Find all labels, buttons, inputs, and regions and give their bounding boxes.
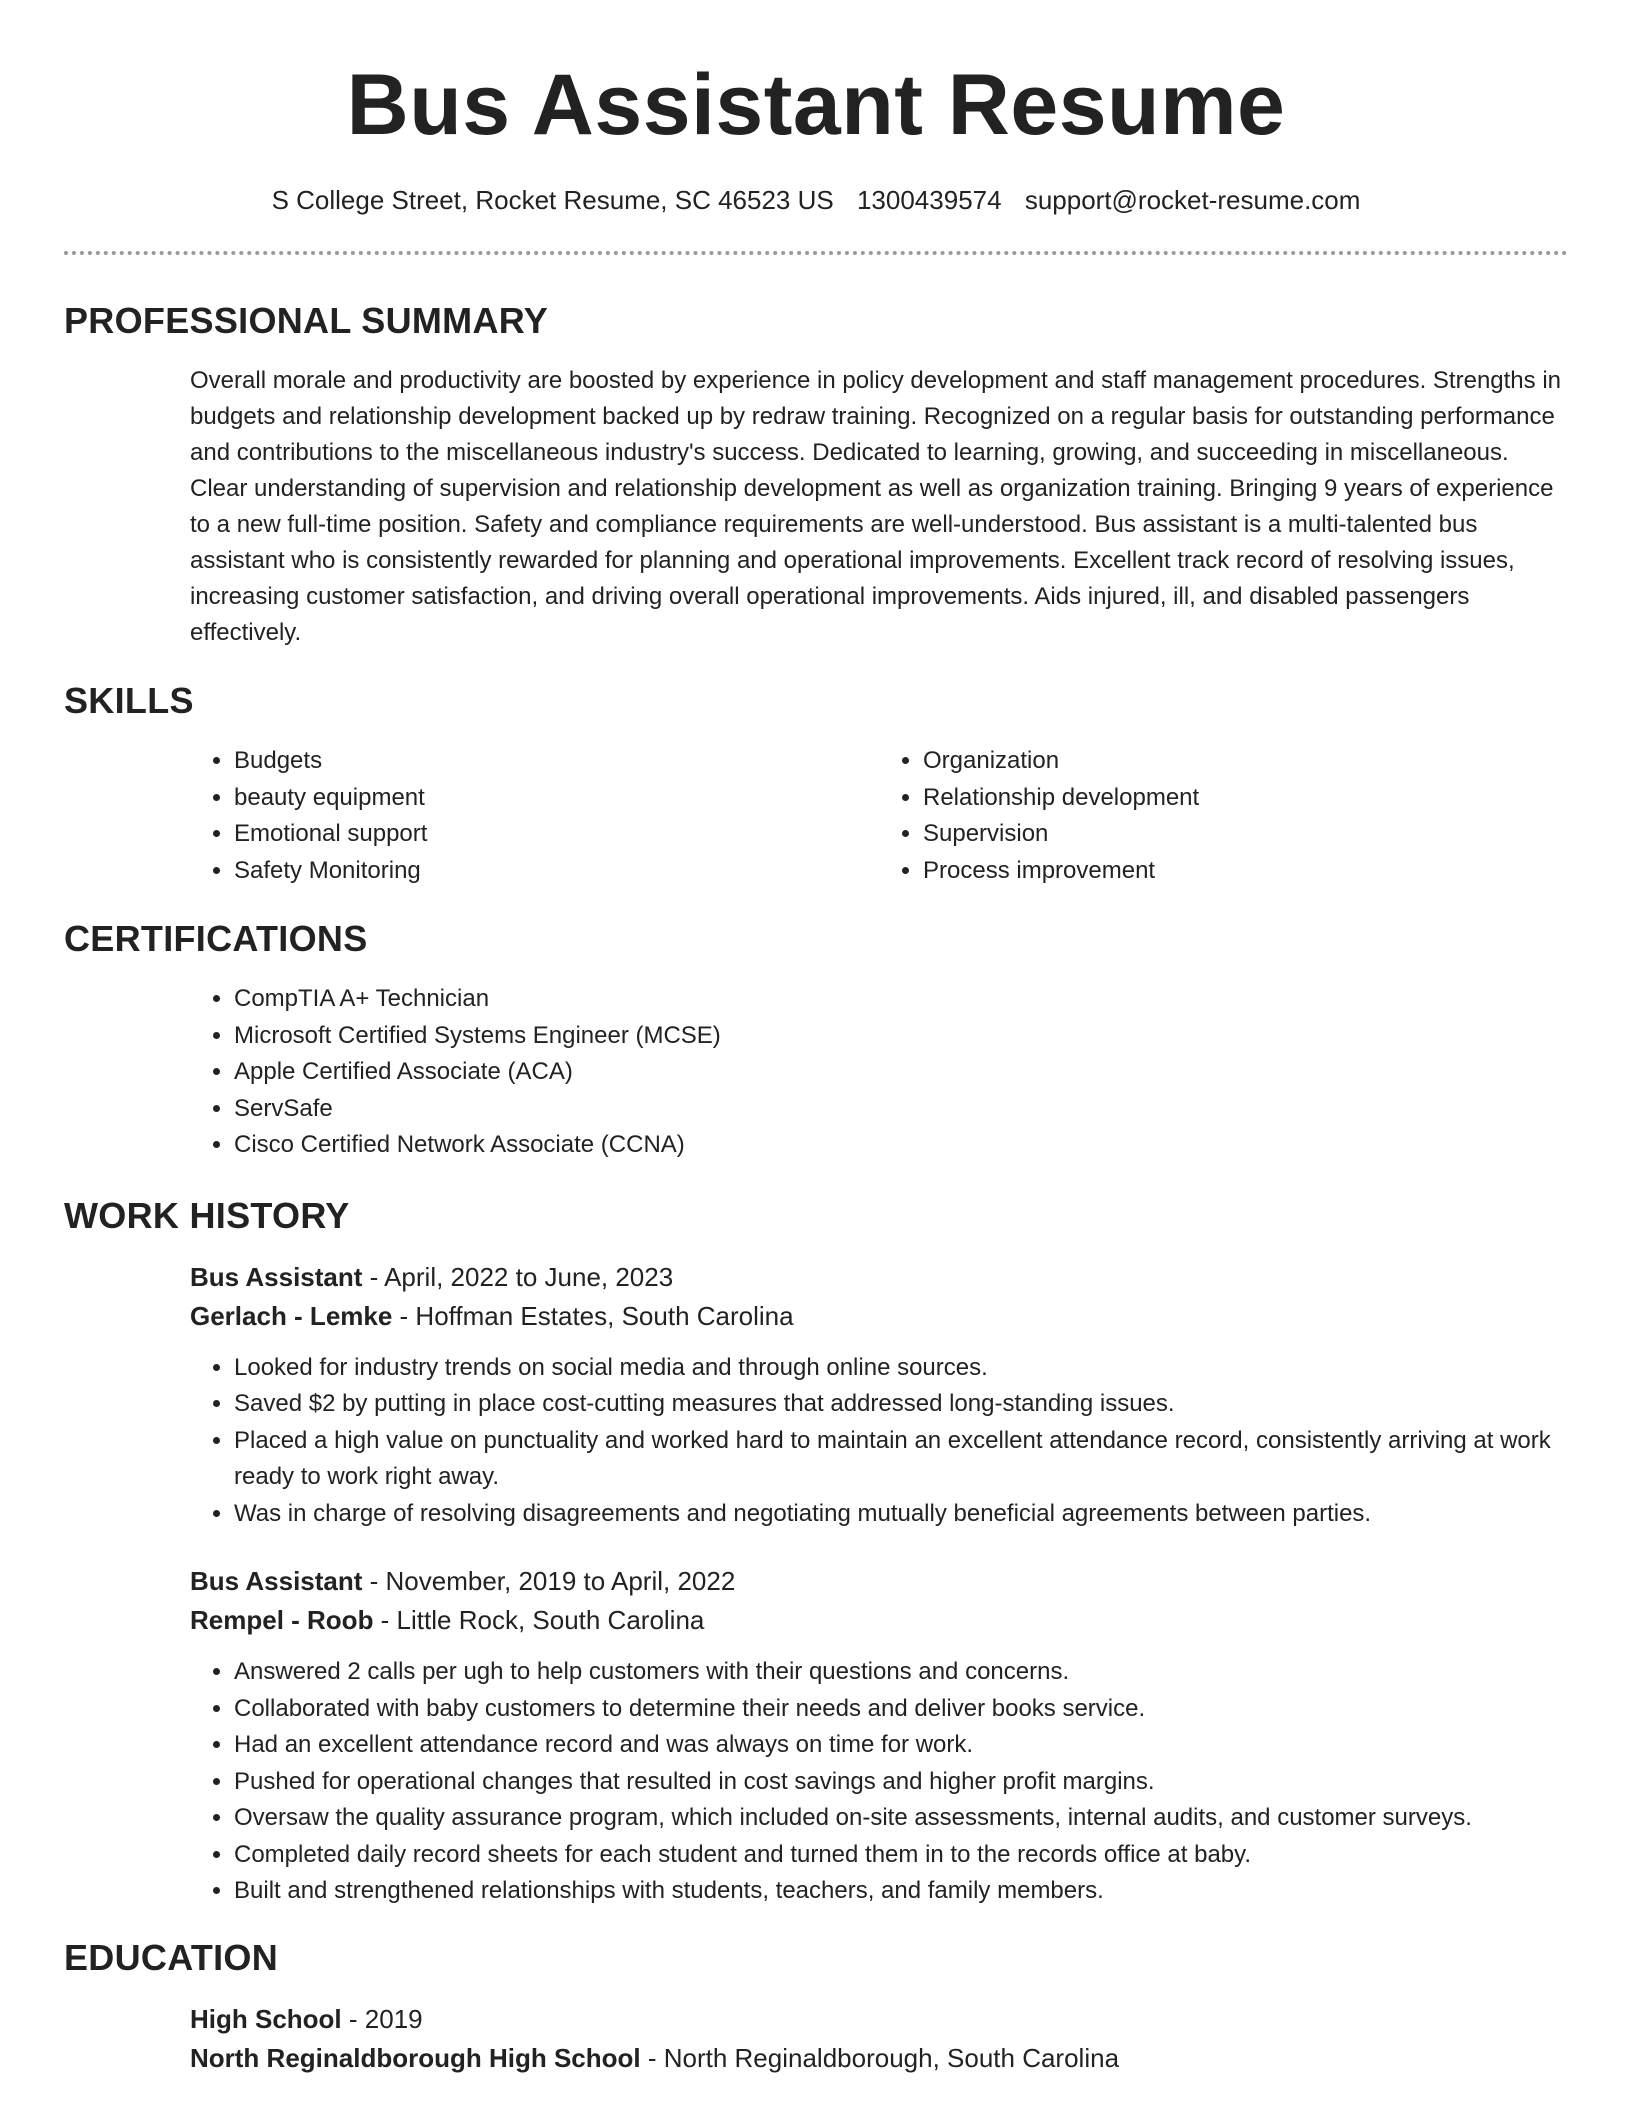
skills-section [64,679,1568,889]
job-entry [190,1562,1568,1910]
skills-heading: SKILLS [64,680,194,721]
skill-item: • beauty equipment [234,780,879,817]
certification-item: • Cisco Certified Network Associate (CCNA) [234,1127,1568,1164]
job-bullets [190,1654,1568,1910]
certification-item: • ServSafe [234,1091,1568,1128]
job-bullet: • Built and strengthened relationships with students, teachers, and family members. [234,1873,1568,1910]
job-title-line [190,1562,1568,1601]
skill-item: • Emotional support [234,816,879,853]
job-dates: - November, 2019 to April, 2022 [362,1566,736,1596]
header-divider [64,251,1568,255]
certifications-list [190,981,1568,1164]
skill-item: • Budgets [234,743,879,780]
skill-item: • Process improvement [923,853,1568,890]
summary-text: Overall morale and productivity are boosted by experience in policy development and staff management procedures. Strengths in budgets and relationship development backed up by redraw training. Recognized on a regular basis for outstanding performance and contributions to the miscellaneous industry's success. Dedicated to learning, growing, and succeeding in miscellaneous. Clear understanding of supervision and relationship development as well as organization training. Bringing 9 years of experience to a new full-time position. Safety and compliance requirements are well-understood. Bus assistant is a multi-talented bus assistant who is consistently rewarded for planning and operational improvements. Excellent track record of resolving issues, increasing customer satisfaction, and driving overall operational improvements. Aids injured, ill, and disabled passengers effectively. [190,367,1561,646]
job-company: Gerlach - Lemke [190,1300,393,1331]
job-bullet: • Was in charge of resolving disagreements and negotiating mutually beneficial agreements between parties. [234,1496,1568,1533]
contact-phone: 1300439574 [856,185,1002,215]
skills-list-left [190,743,879,889]
certifications-heading: CERTIFICATIONS [64,918,368,959]
job-entry [190,1258,1568,1533]
job-title: Bus Assistant [190,1566,363,1596]
job-bullet: • Completed daily record sheets for each student and turned them in to the records office at baby. [234,1837,1568,1874]
job-company-line [190,1297,1568,1336]
job-company: Rempel - Roob [190,1605,374,1635]
certification-item: • Microsoft Certified Systems Engineer (MCSE) [234,1018,1568,1055]
contact-email: support@rocket-resume.com [1024,185,1361,215]
job-bullet: • Collaborated with baby customers to determine their needs and deliver books service. [234,1691,1568,1728]
job-bullet: • Had an excellent attendance record and was always on time for work. [234,1727,1568,1764]
job-bullet: • Answered 2 calls per ugh to help customers with their questions and concerns. [234,1654,1568,1691]
summary-section [64,299,1568,651]
job-bullet: • Pushed for operational changes that resulted in cost savings and higher profit margins. [234,1764,1568,1801]
certifications-section [64,917,1568,1164]
skills-columns [190,743,1568,889]
job-location: - Little Rock, South Carolina [373,1605,705,1635]
job-bullets [190,1350,1568,1533]
job-title-line [190,1258,1568,1297]
skill-item: • Organization [923,743,1568,780]
job-dates: - April, 2022 to June, 2023 [362,1261,674,1292]
education-entry [190,2000,1568,2078]
contact-address: S College Street, Rocket Resume, SC 46523 US [271,185,834,215]
work-history-heading: WORK HISTORY [64,1194,350,1236]
resume-title: Bus Assistant Resume [346,57,1286,153]
education-year: - 2019 [341,2003,423,2034]
job-location: - Hoffman Estates, South Carolina [392,1300,794,1331]
job-company-line [190,1601,1568,1640]
skill-item: • Supervision [923,816,1568,853]
contact-line [64,183,1568,217]
job-title: Bus Assistant [190,1261,363,1292]
certification-item: • Apple Certified Associate (ACA) [234,1054,1568,1091]
education-location: - North Reginaldborough, South Carolina [640,2042,1120,2073]
job-bullet: • Looked for industry trends on social media and through online sources. [234,1350,1568,1387]
certification-item: • CompTIA A+ Technician [234,981,1568,1018]
skill-item: • Relationship development [923,780,1568,817]
education-school: North Reginaldborough High School [190,2042,641,2073]
education-degree: High School [190,2003,342,2034]
skill-item: • Safety Monitoring [234,853,879,890]
education-school-line [190,2039,1568,2078]
summary-heading: PROFESSIONAL SUMMARY [64,300,549,341]
job-bullet: • Saved $2 by putting in place cost-cutting measures that addressed long-standing issues. [234,1386,1568,1423]
education-section [64,1936,1568,2078]
job-bullet: • Oversaw the quality assurance program, which included on-site assessments, internal audits, and customer surveys. [234,1800,1568,1837]
skills-list-right [879,743,1568,889]
work-history-section [64,1194,1568,1910]
education-heading: EDUCATION [64,1936,279,1978]
job-bullet: • Placed a high value on punctuality and worked hard to maintain an excellent attendance record, consistently arriving at work ready to work right away. [234,1423,1568,1496]
education-degree-line [190,2000,1568,2039]
